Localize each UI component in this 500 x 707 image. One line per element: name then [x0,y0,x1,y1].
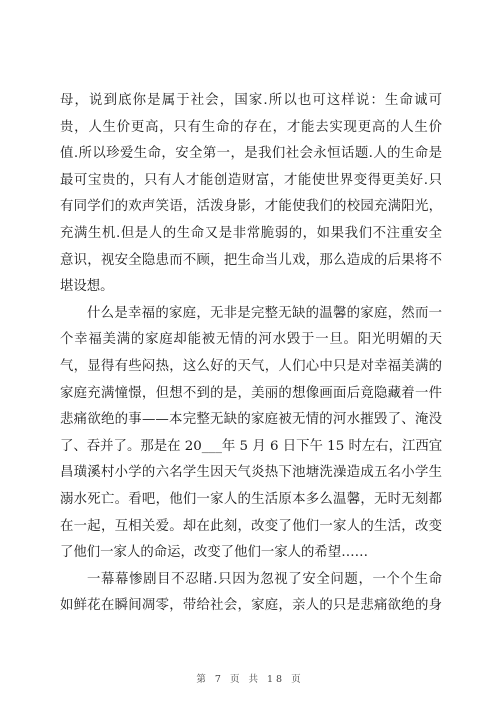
text-line: 堪设想。 [60,279,114,295]
text-line: 悲痛欲绝的事——本完整无缺的家庭被无情的河水摧毁了、淹没 [60,412,442,428]
text-line: 了、吞并了。那是在 20___年 5 月 6 日下午 15 时左右，江西宜 [60,438,442,454]
text-line: 一幕幕惨剧目不忍睹.只因为忽视了安全问题，一个个生命 [87,571,442,587]
document-body [60,88,442,620]
text-line: 什么是幸福的家庭，无非是完整无缺的温馨的家庭，然而一 [87,305,442,321]
text-line: 最可宝贵的，只有人才能创造财富，才能使世界变得更美好.只 [60,172,442,188]
paragraph-3 [60,567,442,620]
text-line: 家庭充满憧憬，但想不到的是，美丽的想像画面后竟隐藏着一件 [60,385,442,401]
text-line: 如鲜花在瞬间凋零，带给社会，家庭，亲人的只是悲痛欲绝的身 [60,598,442,614]
text-line: 在一起，互相关爱。却在此刻，改变了他们一家人的生活，改变 [60,518,442,534]
text-line: 母，说到底你是属于社会，国家.所以也可这样说：生命诚可 [60,93,442,108]
page-number: 第 7 页 共 18 页 [196,674,304,685]
text-line: 个幸福美满的家庭却能被无情的河水毁于一旦。阳光明媚的天 [60,332,442,348]
text-line: 充满生机.但是人的生命又是非常脆弱的，如果我们不注重安全 [60,225,442,241]
text-line: 气，显得有些闷热，这么好的天气，人们心中只是对幸福美满的 [60,358,442,374]
paragraph-1 [60,88,442,301]
text-line: 溺水死亡。看吧，他们一家人的生活原本多么温馨，无时无刻都 [60,491,442,507]
paragraph-2 [60,301,442,567]
text-line: 意识，视安全隐患而不顾，把生命当儿戏，那么造成的后果将不 [60,252,442,268]
text-line: 有同学们的欢声笑语，活泼身影，才能使我们的校园充满阳光， [60,199,442,215]
text-line: 值.所以珍爱生命，安全第一，是我们社会永恒话题.人的生命是 [60,146,442,162]
text-line: 了他们一家人的命运，改变了他们一家人的希望…… [60,545,368,561]
text-line: 昌璜溪村小学的六名学生因天气炎热下池塘洗澡造成五名小学生 [60,465,442,481]
text-line: 贵，人生价更高，只有生命的存在，才能去实现更高的人生价 [60,119,442,135]
